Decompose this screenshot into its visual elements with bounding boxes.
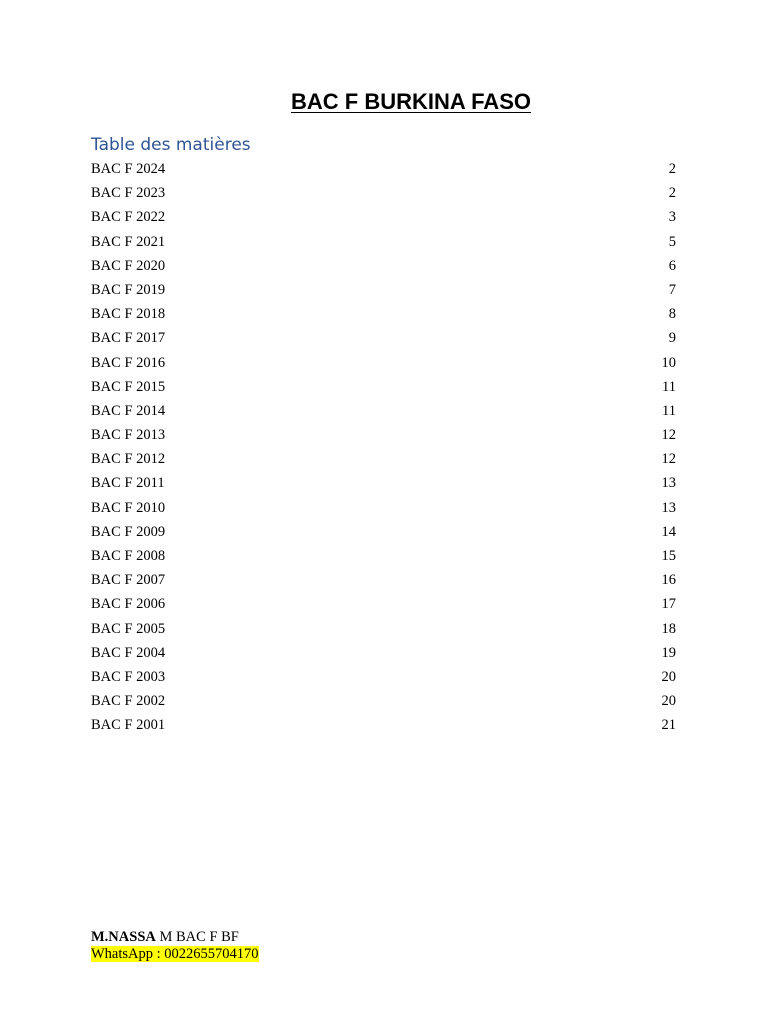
toc-entry-page-number: 11	[662, 378, 676, 395]
toc-entry[interactable]	[91, 592, 676, 616]
toc-entry-page-number: 14	[661, 523, 676, 540]
toc-entry-page-number: 7	[668, 281, 676, 298]
toc-entry-label: BAC F 2007	[91, 572, 166, 589]
toc-entry[interactable]	[91, 471, 676, 495]
toc-entry-label: BAC F 2012	[91, 451, 166, 468]
toc-entry-page-number: 10	[661, 354, 676, 371]
toc-entry[interactable]	[91, 713, 676, 737]
toc-entry[interactable]	[91, 568, 676, 592]
toc-heading: Table des matières	[91, 135, 251, 155]
toc-entry-page-number: 19	[661, 644, 676, 661]
toc-entry-page-number: 11	[662, 402, 676, 419]
toc-entry-page-number: 21	[661, 717, 676, 734]
toc-entry[interactable]	[91, 302, 676, 326]
toc-entry[interactable]	[91, 665, 676, 689]
toc-entry-page-number: 12	[661, 451, 676, 468]
toc-entry-page-number: 20	[661, 693, 676, 710]
toc-entry-label: BAC F 2003	[91, 668, 166, 685]
toc-entry-page-number: 13	[661, 475, 676, 492]
toc-entry[interactable]	[91, 447, 676, 471]
toc-entry-label: BAC F 2018	[91, 306, 166, 323]
footer-whatsapp-contact: WhatsApp : 0022655704170	[91, 946, 259, 962]
toc-entry-page-number: 13	[661, 499, 676, 516]
toc-entry-label: BAC F 2022	[91, 209, 166, 226]
toc-entry-label: BAC F 2016	[91, 354, 166, 371]
toc-entry-page-number: 15	[661, 548, 676, 564]
toc-entry-page-number: 20	[661, 668, 676, 685]
toc-entry[interactable]	[91, 544, 676, 568]
toc-entry-page-number: 3	[668, 209, 676, 226]
toc-entry-label: BAC F 2024	[91, 161, 166, 177]
toc-entry-page-number: 2	[668, 161, 676, 177]
toc-entry-page-number: 18	[661, 620, 676, 637]
toc-entry-page-number: 5	[668, 233, 676, 250]
toc-entry[interactable]	[91, 617, 676, 641]
footer	[91, 929, 259, 963]
toc-entry[interactable]	[91, 496, 676, 520]
toc-entry[interactable]	[91, 641, 676, 665]
toc-entry-page-number: 16	[661, 572, 676, 589]
toc-entry-label: BAC F 2015	[91, 378, 166, 395]
toc-entry-label: BAC F 2019	[91, 281, 166, 298]
toc-entry[interactable]	[91, 181, 676, 205]
toc-entry-page-number: 17	[661, 596, 676, 613]
toc-entry-label: BAC F 2011	[91, 475, 165, 492]
toc-entry-label: BAC F 2002	[91, 693, 166, 710]
toc-entry[interactable]	[91, 278, 676, 302]
toc-entry[interactable]	[91, 157, 676, 181]
toc-entry[interactable]	[91, 326, 676, 350]
toc-entry[interactable]	[91, 205, 676, 229]
toc-entry-label: BAC F 2020	[91, 257, 166, 274]
toc-entry[interactable]	[91, 423, 676, 447]
toc-entry-label: BAC F 2005	[91, 620, 166, 637]
footer-author-line	[91, 929, 259, 946]
toc-entry[interactable]	[91, 254, 676, 278]
toc-entry[interactable]	[91, 230, 676, 254]
table-of-contents	[91, 157, 676, 738]
toc-entry-label: BAC F 2021	[91, 233, 166, 250]
toc-entry[interactable]	[91, 375, 676, 399]
toc-entry[interactable]	[91, 351, 676, 375]
toc-entry-page-number: 8	[668, 306, 676, 323]
toc-entry-label: BAC F 2006	[91, 596, 166, 613]
footer-author-name: M.NASSA	[91, 929, 156, 945]
toc-entry-page-number: 6	[668, 257, 676, 274]
toc-entry-page-number: 2	[668, 185, 676, 202]
toc-entry-label: BAC F 2010	[91, 499, 166, 516]
toc-entry-label: BAC F 2008	[91, 548, 166, 564]
toc-entry-label: BAC F 2023	[91, 185, 166, 202]
toc-entry-page-number: 9	[668, 330, 676, 347]
toc-entry[interactable]	[91, 520, 676, 544]
toc-entry-label: BAC F 2009	[91, 523, 166, 540]
toc-entry-label: BAC F 2014	[91, 402, 166, 419]
toc-entry-label: BAC F 2013	[91, 427, 166, 444]
toc-entry-page-number: 12	[661, 427, 676, 444]
document-title: BAC F BURKINA FASO	[291, 89, 531, 114]
toc-entry[interactable]	[91, 689, 676, 713]
footer-author-suffix: M BAC F BF	[155, 929, 239, 945]
footer-contact-line	[91, 946, 259, 963]
toc-entry[interactable]	[91, 399, 676, 423]
toc-entry-label: BAC F 2001	[91, 717, 166, 734]
toc-entry-label: BAC F 2004	[91, 644, 166, 661]
toc-entry-label: BAC F 2017	[91, 330, 166, 347]
